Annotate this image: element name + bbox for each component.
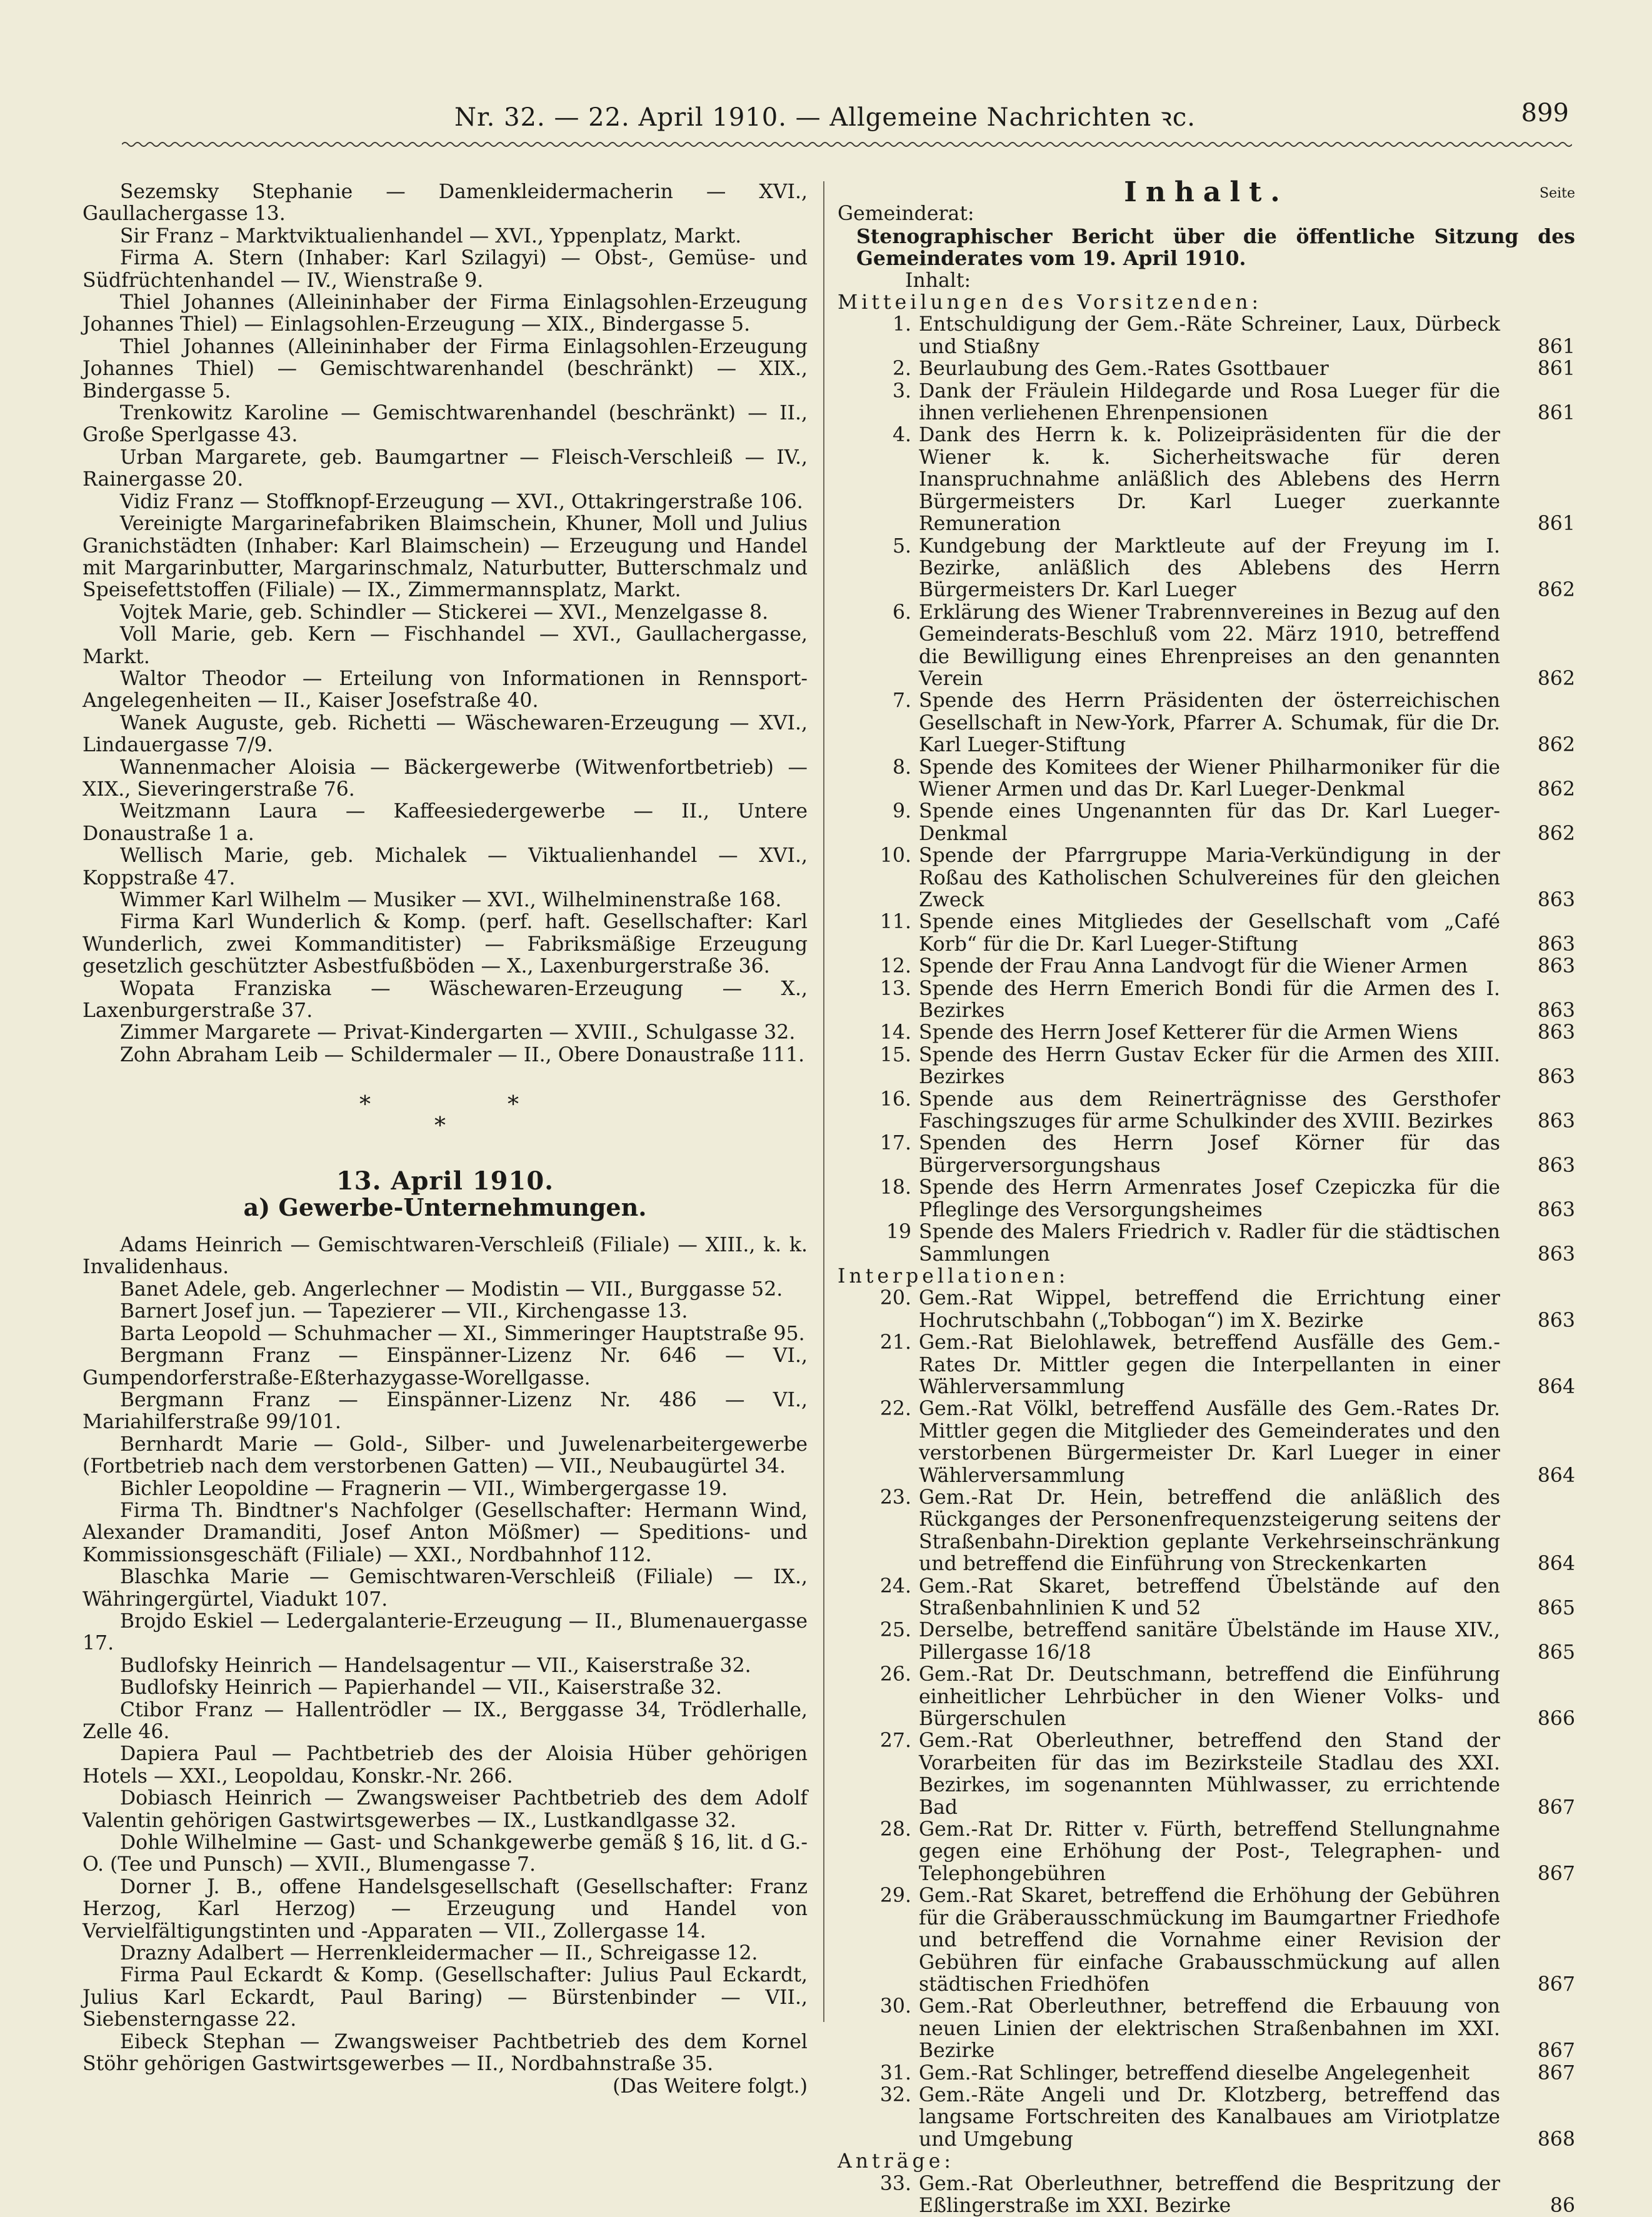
contents-item-page: 863 bbox=[1537, 955, 1575, 978]
contents-item-number: 20. bbox=[879, 1287, 911, 1310]
contents-item-text: Gem.-Rat Oberleuthner, betreffend die Erbauung von neuen Linien der elektrischen Straßenbahnen im XXI. Bezirke bbox=[919, 1995, 1500, 2063]
separator-star: * bbox=[359, 1092, 371, 1118]
contents-item-page: 864 bbox=[1537, 1464, 1575, 1487]
report-title: Stenographischer Bericht über die öffentliche Sitzung des Gemeinderates vom 19. April 1910. bbox=[856, 224, 1575, 271]
register-entry: Budlofsky Heinrich — Papierhandel — VII., Kaiserstraße 32. bbox=[119, 1676, 722, 1699]
contents-item-number: 1. bbox=[892, 313, 911, 336]
contents-section-label: Anträge: bbox=[838, 2150, 954, 2173]
page-header-title: Nr. 32. — 22. April 1910. — Allgemeine Nachrichten ꝛc. bbox=[454, 103, 1196, 132]
contents-item-text: Gem.-Rat Dr. Deutschmann, betreffend die Einführung einheitlicher Lehrbücher in den Wiener Volks- und Bürgerschulen bbox=[919, 1663, 1500, 1731]
contents-item bbox=[838, 978, 1575, 1023]
register-entry: Vereinigte Margarinefabriken Blaimschein, Khuner, Moll und Julius Granichstädten (Inhaber: Karl Blaimschein) — Erzeugung und Handel mit Margarinbutter, Margarinschmalz, Naturbutter, Butterschmalz und Speisefettstoffen (Filiale) — IX., Zimmermannsplatz, Markt. bbox=[83, 513, 808, 602]
contents-item-text: Spende des Herrn Armenrates Josef Czepiczka für die Pfleglinge des Versorgungsheimes bbox=[919, 1176, 1500, 1221]
contents-item-text: Gem.-Räte Angeli und Dr. Klotzberg, betreffend das langsame Fortschreiten des Kanalbaues am Viriotplatze und Umgebung bbox=[919, 2083, 1500, 2151]
contents-item-page: 861 bbox=[1537, 358, 1575, 381]
contents-item-text: Kundgebung der Marktleute auf der Freyung im I. Bezirke, anläßlich des Ablebens des Herrn Bürgermeisters Dr. Karl Lueger bbox=[919, 534, 1500, 602]
contents-item-page: 863 bbox=[1537, 1021, 1575, 1044]
contents-item-number: 30. bbox=[879, 1995, 911, 2018]
register-entry: Barnert Josef jun. — Tapezierer — VII., Kirchengasse 13. bbox=[119, 1300, 688, 1323]
contents-item bbox=[838, 1221, 1575, 1266]
seite-label: Seite bbox=[1539, 186, 1575, 201]
contents-item-number: 10. bbox=[879, 844, 911, 868]
register-entry: Wannenmacher Aloisia — Bäckergewerbe (Witwenfortbetrieb) — XIX., Sieveringerstraße 76. bbox=[83, 756, 808, 801]
contents-item-page: 861 bbox=[1537, 402, 1575, 425]
section-subheading: a) Gewerbe-Unternehmungen. bbox=[243, 1193, 647, 1221]
contents-item-number: 27. bbox=[879, 1729, 911, 1753]
contents-item-number: 24. bbox=[879, 1574, 911, 1598]
contents-item bbox=[838, 1664, 1575, 1730]
contents-item-text: Spende des Malers Friedrich v. Radler für die städtischen Sammlungen bbox=[919, 1221, 1500, 1266]
contents-item-text: Gem.-Rat Völkl, betreffend Ausfälle des Gem.-Rates Dr. Mittler gegen die Mitglieder des Gemeinderates und den verstorbenen Bürgermeister Dr. Karl Lueger in einer Wählerversammlung bbox=[919, 1398, 1500, 1487]
contents-item-page: 863 bbox=[1537, 933, 1575, 956]
contents-item-number: 12. bbox=[879, 955, 911, 978]
register-entry: Firma Th. Bindtner's Nachfolger (Gesellschafter: Hermann Wind, Alexander Dramanditi, Josef Anton Mößmer) — Speditions- und Kommissionsgeschäft (Filiale) — XXI., Nordbahnhof 112. bbox=[83, 1499, 808, 1566]
contents-item-text: Gem.-Rat Dr. Ritter v. Fürth, betreffend Stellungnahme gegen eine Erhöhung der Post-, Telegraphen- und Telephongebühren bbox=[919, 1818, 1500, 1885]
column-divider bbox=[823, 181, 824, 2022]
contents-item-page: 862 bbox=[1537, 667, 1575, 690]
contents-item-text: Gem.-Rat Oberleuthner, betreffend die Bespritzung der Eßlingerstraße im XXI. Bezirke bbox=[919, 2172, 1500, 2217]
separator-star: * bbox=[508, 1092, 519, 1118]
contents-item-text: Gem.-Rat Skaret, betreffend die Erhöhung der Gebühren für die Gräberausschmückung im Baumgartner Friedhofe und betreffend die Vornahme einer Revision der Gebühren für einfache Grabausschmückung auf allen städtischen Friedhöfen bbox=[919, 1884, 1500, 1996]
register-entry: Zimmer Margarete — Privat-Kindergarten — XVIII., Schulgasse 32. bbox=[119, 1021, 796, 1044]
section-separator-stars bbox=[83, 1066, 808, 1148]
contents-item-page: 86 bbox=[1549, 2194, 1575, 2217]
register-entry: Firma A. Stern (Inhaber: Karl Szilagyi) — Obst-, Gemüse- und Südfrüchtenhandel — IV., Wienstraße 9. bbox=[83, 247, 808, 292]
contents-item-number: 9. bbox=[892, 800, 911, 823]
register-entry: Bergmann Franz — Einspänner-Lizenz Nr. 646 — VI., Gumpendorferstraße-Eßterhazygasse-Worellgasse. bbox=[83, 1344, 808, 1389]
contents-item bbox=[838, 801, 1575, 845]
contents-item-text: Spenden des Herrn Josef Körner für das Bürgerversorgungshaus bbox=[919, 1132, 1500, 1177]
contents-list bbox=[838, 314, 1575, 1265]
register-entry: Firma Karl Wunderlich & Komp. (perf. haft. Gesellschafter: Karl Wunderlich, zwei Kommanditister) — Fabriksmäßige Erzeugung gesetzlich geschützter Asbestfußböden — X., Laxenburgerstraße 36. bbox=[83, 911, 808, 978]
register-entry: Thiel Johannes (Alleininhaber der Firma Einlagsohlen-Erzeugung Johannes Thiel) — Gemischtwarenhandel (beschränkt) — XIX., Bindergasse 5. bbox=[83, 335, 808, 403]
contents-item-page: 863 bbox=[1537, 1110, 1575, 1133]
left-column bbox=[83, 181, 808, 2098]
contents-item bbox=[838, 424, 1575, 535]
contents-item bbox=[838, 911, 1575, 956]
register-entry: Eibeck Stephan — Zwangsweiser Pachtbetrieb des dem Kornel Stöhr gehörigen Gastwirtsgewerbes — II., Nordbahnstraße 35. bbox=[83, 2030, 808, 2076]
page-number: 899 bbox=[1521, 99, 1569, 128]
contents-item-number: 17. bbox=[879, 1132, 911, 1155]
register-entry: Sir Franz – Marktviktualienhandel — XVI., Yppenplatz, Markt. bbox=[119, 224, 742, 248]
contents-item-number: 13. bbox=[879, 977, 911, 1000]
contents-item bbox=[838, 1819, 1575, 1885]
date-heading: 13. April 1910. bbox=[336, 1166, 554, 1196]
register-entry: Trenkowitz Karoline — Gemischtwarenhandel (beschränkt) — II., Große Sperlgasse 43. bbox=[83, 402, 808, 447]
contents-item-text: Dank des Herrn k. k. Polizeipräsidenten für die der Wiener k. k. Sicherheitswache für deren Inanspruchnahme anläßlich des Ablebens des Herrn Bürgermeisters Dr. Karl Lueger zuerkannte Remuneration bbox=[919, 424, 1500, 536]
contents-item-number: 33. bbox=[879, 2172, 911, 2195]
contents-item-page: 867 bbox=[1537, 1862, 1575, 1885]
contents-item-page: 868 bbox=[1537, 2128, 1575, 2151]
register-entry: Firma Paul Eckardt & Komp. (Gesellschafter: Julius Paul Eckardt, Julius Karl Eckardt, Paul Baring) — Bürstenbinder — VII., Siebensterngasse 22. bbox=[83, 1964, 808, 2031]
register-entry: Weitzmann Laura — Kaffeesiedergewerbe — II., Untere Donaustraße 1 a. bbox=[83, 800, 808, 845]
contents-item bbox=[838, 536, 1575, 602]
contents-item-text: Spende des Komitees der Wiener Philharmoniker für die Wiener Armen und das Dr. Karl Lueger-Denkmal bbox=[919, 756, 1500, 801]
register-entry: Dapiera Paul — Pachtbetrieb des der Aloisia Hüber gehörigen Hotels — XXI., Leopoldau, Konskr.-Nr. 266. bbox=[83, 1743, 808, 1788]
contents-item-number: 16. bbox=[879, 1088, 911, 1111]
contents-item-number: 8. bbox=[892, 756, 911, 779]
contents-item-page: 866 bbox=[1537, 1708, 1575, 1731]
contents-item bbox=[838, 1487, 1575, 1576]
contents-item-number: 6. bbox=[892, 601, 911, 624]
contents-item bbox=[838, 845, 1575, 911]
contents-item bbox=[838, 2063, 1575, 2084]
contents-section-label: Mitteilungen des Vorsitzenden: bbox=[838, 291, 1263, 314]
contents-item bbox=[838, 1885, 1575, 1996]
contents-item bbox=[838, 757, 1575, 801]
contents-item-text: Spende der Pfarrgruppe Maria-Verkündigung in der Roßau des Katholischen Schulvereines für den gleichen Zweck bbox=[919, 844, 1500, 911]
contents-item-number: 14. bbox=[879, 1021, 911, 1044]
page-header bbox=[81, 99, 1569, 136]
contents-item bbox=[838, 1996, 1575, 2062]
register-entry: Sezemsky Stephanie — Damenkleidermacherin — XVI., Gaullachergasse 13. bbox=[83, 181, 808, 226]
contents-item-number: 21. bbox=[879, 1331, 911, 1354]
contents-item-number: 25. bbox=[879, 1619, 911, 1642]
contents-title: Inhalt. bbox=[1124, 176, 1289, 208]
contents-item-page: 864 bbox=[1537, 1375, 1575, 1398]
register-entry: Ctibor Franz — Hallentrödler — IX., Berggasse 34, Trödlerhalle, Zelle 46. bbox=[83, 1698, 808, 1743]
contents-item bbox=[838, 381, 1575, 425]
contents-item-page: 863 bbox=[1537, 1066, 1575, 1089]
contents-item-page: 861 bbox=[1537, 335, 1575, 358]
contents-item-text: Spende aus dem Reinerträgnisse des Gersthofer Faschingszuges für arme Schulkinder des XVIII. Bezirkes bbox=[919, 1088, 1500, 1133]
contents-item bbox=[838, 1044, 1575, 1089]
left-top-entries bbox=[83, 181, 808, 1066]
contents-item-text: Spende des Herrn Emerich Bondi für die Armen des I. Bezirkes bbox=[919, 977, 1500, 1023]
contents-item-text: Spende des Herrn Josef Ketterer für die Armen Wiens bbox=[919, 1021, 1458, 1044]
contents-item-text: Erklärung des Wiener Trabrennvereines in Bezug auf den Gemeinderats-Beschluß vom 22. März 1910, betreffend die Bewilligung eines Ehrenpreises an den genannten Verein bbox=[919, 601, 1500, 690]
contents-item bbox=[838, 956, 1575, 978]
header-wavy-rule bbox=[122, 140, 1572, 149]
contents-item-number: 5. bbox=[892, 534, 911, 558]
contents-item-text: Gem.-Rat Skaret, betreffend Übelstände auf den Straßenbahnlinien K und 52 bbox=[919, 1574, 1500, 1619]
contents-item-number: 18. bbox=[879, 1176, 911, 1199]
contents-item-page: 864 bbox=[1537, 1553, 1575, 1576]
contents-item-page: 863 bbox=[1537, 999, 1575, 1023]
contents-item-number: 7. bbox=[892, 689, 911, 713]
contents-item bbox=[838, 314, 1575, 358]
gemeinderat-label: Gemeinderat: bbox=[838, 203, 974, 226]
contents-item bbox=[838, 602, 1575, 691]
contents-item bbox=[838, 1730, 1575, 1819]
contents-item-number: 15. bbox=[879, 1043, 911, 1066]
contents-item-page: 862 bbox=[1537, 822, 1575, 845]
register-entry: Vojtek Marie, geb. Schindler — Stickerei — XVI., Menzelgasse 8. bbox=[119, 601, 769, 624]
register-entry: Barta Leopold — Schuhmacher — XI., Simmeringer Hauptstraße 95. bbox=[119, 1322, 805, 1345]
left-bottom-entries bbox=[83, 1234, 808, 2075]
register-entry: Vidiz Franz — Stoffknopf-Erzeugung — XVI., Ottakringerstraße 106. bbox=[119, 490, 803, 513]
contents-item-page: 867 bbox=[1537, 2039, 1575, 2063]
register-entry: Urban Margarete, geb. Baumgartner — Fleisch-Verschleiß — IV., Rainergasse 20. bbox=[83, 446, 808, 491]
contents-item-number: 28. bbox=[879, 1818, 911, 1841]
contents-item-page: 862 bbox=[1537, 778, 1575, 801]
contents-item-text: Dank der Fräulein Hildegarde und Rosa Lueger für die ihnen verliehenen Ehrenpensionen bbox=[919, 379, 1500, 425]
contents-item-page: 863 bbox=[1537, 1154, 1575, 1177]
right-column bbox=[838, 176, 1575, 2217]
contents-item-text: Gem.-Rat Bielohlawek, betreffend Ausfälle des Gem.-Rates Dr. Mittler gegen die Interpellanten in einer Wählerversammlung bbox=[919, 1331, 1500, 1398]
contents-item-number: 32. bbox=[879, 2083, 911, 2106]
contents-item-text: Gem.-Rat Wippel, betreffend die Errichtung einer Hochrutschbahn („Tobbogan“) im X. Bezirke bbox=[919, 1287, 1500, 1332]
contents-item-number: 22. bbox=[879, 1398, 911, 1421]
contents-item-text: Beurlaubung des Gem.-Rates Gsottbauer bbox=[919, 358, 1329, 381]
register-entry: Brojdo Eskiel — Ledergalanterie-Erzeugung — II., Blumenauergasse 17. bbox=[83, 1609, 808, 1655]
register-entry: Adams Heinrich — Gemischtwaren-Verschleiß (Filiale) — XIII., k. k. Invalidenhaus. bbox=[83, 1234, 808, 1279]
continued-note: (Das Weitere folgt.) bbox=[613, 2074, 808, 2098]
register-entry: Dohle Wilhelmine — Gast- und Schankgewerbe gemäß § 16, lit. d G.-O. (Tee und Punsch) — XVII., Blumengasse 7. bbox=[83, 1831, 808, 1876]
contents-item-page: 863 bbox=[1537, 1198, 1575, 1221]
contents-item bbox=[838, 1089, 1575, 1133]
contents-item-page: 865 bbox=[1537, 1641, 1575, 1664]
contents-item-text: Gem.-Rat Schlinger, betreffend dieselbe Angelegenheit bbox=[919, 2061, 1470, 2084]
contents-item bbox=[838, 1177, 1575, 1221]
contents-item bbox=[838, 1619, 1575, 1664]
register-entry: Wanek Auguste, geb. Richetti — Wäschewaren-Erzeugung — XVI., Lindauergasse 7/9. bbox=[83, 711, 808, 757]
contents-item-text: Spende der Frau Anna Landvogt für die Wiener Armen bbox=[919, 955, 1468, 978]
register-entry: Voll Marie, geb. Kern — Fischhandel — XVI., Gaullachergasse, Markt. bbox=[83, 623, 808, 668]
contents-header bbox=[838, 176, 1575, 208]
register-entry: Bernhardt Marie — Gold-, Silber- und Juwelenarbeitergewerbe (Fortbetrieb nach dem verstorbenen Gatten) — VII., Neubaugürtel 34. bbox=[83, 1433, 808, 1478]
contents-item-page: 863 bbox=[1537, 1309, 1575, 1332]
contents-sections bbox=[838, 292, 1575, 2217]
contents-item-number: 11. bbox=[879, 911, 911, 934]
separator-star: * bbox=[434, 1113, 446, 1139]
contents-item-text: Entschuldigung der Gem.-Räte Schreiner, Laux, Dürbeck und Stiaßny bbox=[919, 313, 1500, 358]
register-entry: Thiel Johannes (Alleininhaber der Firma Einlagsohlen-Erzeugung Johannes Thiel) — Einlagsohlen-Erzeugung — XIX., Bindergasse 5. bbox=[83, 291, 808, 336]
register-entry: Dobiasch Heinrich — Zwangsweiser Pachtbetrieb des dem Adolf Valentin gehörigen Gastwirtsgewerbes — IX., Lustkandlgasse 32. bbox=[83, 1787, 808, 1832]
register-entry: Bergmann Franz — Einspänner-Lizenz Nr. 486 — VI., Mariahilferstraße 99/101. bbox=[83, 1388, 808, 1434]
contents-item-number: 23. bbox=[879, 1486, 911, 1509]
contents-item bbox=[838, 1332, 1575, 1398]
register-entry: Bichler Leopoldine — Fragnerin — VII., Wimbergergasse 19. bbox=[119, 1477, 728, 1500]
contents-item-text: Derselbe, betreffend sanitäre Übelstände im Hause XIV., Pillergasse 16/18 bbox=[919, 1619, 1500, 1664]
inhalt-label: Inhalt: bbox=[905, 269, 971, 292]
contents-item-number: 19 bbox=[886, 1221, 911, 1244]
contents-item bbox=[838, 1133, 1575, 1177]
contents-item-page: 867 bbox=[1537, 2061, 1575, 2084]
contents-item-number: 3. bbox=[892, 379, 911, 403]
register-entry: Banet Adele, geb. Angerlechner — Modistin — VII., Burggasse 52. bbox=[119, 1278, 783, 1301]
contents-item-number: 4. bbox=[892, 424, 911, 447]
contents-item bbox=[838, 690, 1575, 756]
contents-item bbox=[838, 1576, 1575, 1620]
contents-item-text: Gem.-Rat Dr. Hein, betreffend die anläßlich des Rückganges der Personenfrequenzsteigerung seitens der Straßenbahn-Direktion geplante Verkehrseinschränkung und betreffend die Einführung von Streckenkarten bbox=[919, 1486, 1500, 1576]
contents-item bbox=[838, 1022, 1575, 1044]
contents-item-number: 29. bbox=[879, 1884, 911, 1908]
contents-item-page: 865 bbox=[1537, 1597, 1575, 1619]
contents-list bbox=[838, 2173, 1575, 2217]
register-entry: Wopata Franziska — Wäschewaren-Erzeugung — X., Laxenburgerstraße 37. bbox=[83, 977, 808, 1023]
register-entry: Drazny Adalbert — Herrenkleidermacher — II., Schreigasse 12. bbox=[119, 1942, 758, 1965]
contents-item-number: 31. bbox=[879, 2061, 911, 2084]
register-entry: Waltor Theodor — Erteilung von Informationen in Rennsport-Angelegenheiten — II., Kaiser Josefstraße 40. bbox=[83, 667, 808, 713]
contents-item-page: 863 bbox=[1537, 1243, 1575, 1266]
register-entry: Zohn Abraham Leib — Schildermaler — II., Obere Donaustraße 111. bbox=[119, 1043, 805, 1066]
contents-item-page: 862 bbox=[1537, 579, 1575, 602]
register-entry: Blaschka Marie — Gemischtwaren-Verschleiß (Filiale) — IX., Währingergürtel, Viadukt 107. bbox=[83, 1566, 808, 1611]
contents-list bbox=[838, 1288, 1575, 2151]
contents-item-page: 863 bbox=[1537, 889, 1575, 911]
contents-item bbox=[838, 358, 1575, 380]
contents-item-text: Spende eines Ungenannten für das Dr. Karl Lueger-Denkmal bbox=[919, 800, 1500, 845]
contents-item-page: 862 bbox=[1537, 734, 1575, 757]
contents-item bbox=[838, 1288, 1575, 1332]
register-entry: Dorner J. B., offene Handelsgesellschaft (Gesellschafter: Franz Herzog, Karl Herzog) — Erzeugung und Handel von Vervielfältigungstinten und -Apparaten — VII., Zollergasse 14. bbox=[83, 1875, 808, 1943]
contents-item-text: Spende des Herrn Präsidenten der österreichischen Gesellschaft in New-York, Pfarrer A. Schumak, für die Dr. Karl Lueger-Stiftung bbox=[919, 689, 1500, 757]
contents-item-text: Gem.-Rat Oberleuthner, betreffend den Stand der Vorarbeiten für das im Bezirksteile Stadlau des XXI. Bezirkes, im sogenannten Mühlwasser, zu errichtende Bad bbox=[919, 1729, 1500, 1819]
contents-item-page: 867 bbox=[1537, 1796, 1575, 1819]
contents-item bbox=[838, 2173, 1575, 2217]
contents-item-text: Spende eines Mitgliedes der Gesellschaft vom „Café Korb“ für die Dr. Karl Lueger-Stiftung bbox=[919, 911, 1500, 956]
contents-item-number: 2. bbox=[892, 358, 911, 381]
contents-item bbox=[838, 2084, 1575, 2151]
contents-item-page: 861 bbox=[1537, 513, 1575, 536]
register-entry: Budlofsky Heinrich — Handelsagentur — VII., Kaiserstraße 32. bbox=[119, 1654, 751, 1677]
contents-section-label: Interpellationen: bbox=[838, 1264, 1069, 1288]
contents-item-number: 26. bbox=[879, 1663, 911, 1686]
contents-item-text: Spende des Herrn Gustav Ecker für die Armen des XIII. Bezirkes bbox=[919, 1043, 1500, 1089]
contents-item bbox=[838, 1398, 1575, 1487]
contents-item-page: 867 bbox=[1537, 1973, 1575, 1996]
register-entry: Wimmer Karl Wilhelm — Musiker — XVI., Wilhelminenstraße 168. bbox=[119, 889, 782, 911]
register-entry: Wellisch Marie, geb. Michalek — Viktualienhandel — XVI., Koppstraße 47. bbox=[83, 844, 808, 889]
